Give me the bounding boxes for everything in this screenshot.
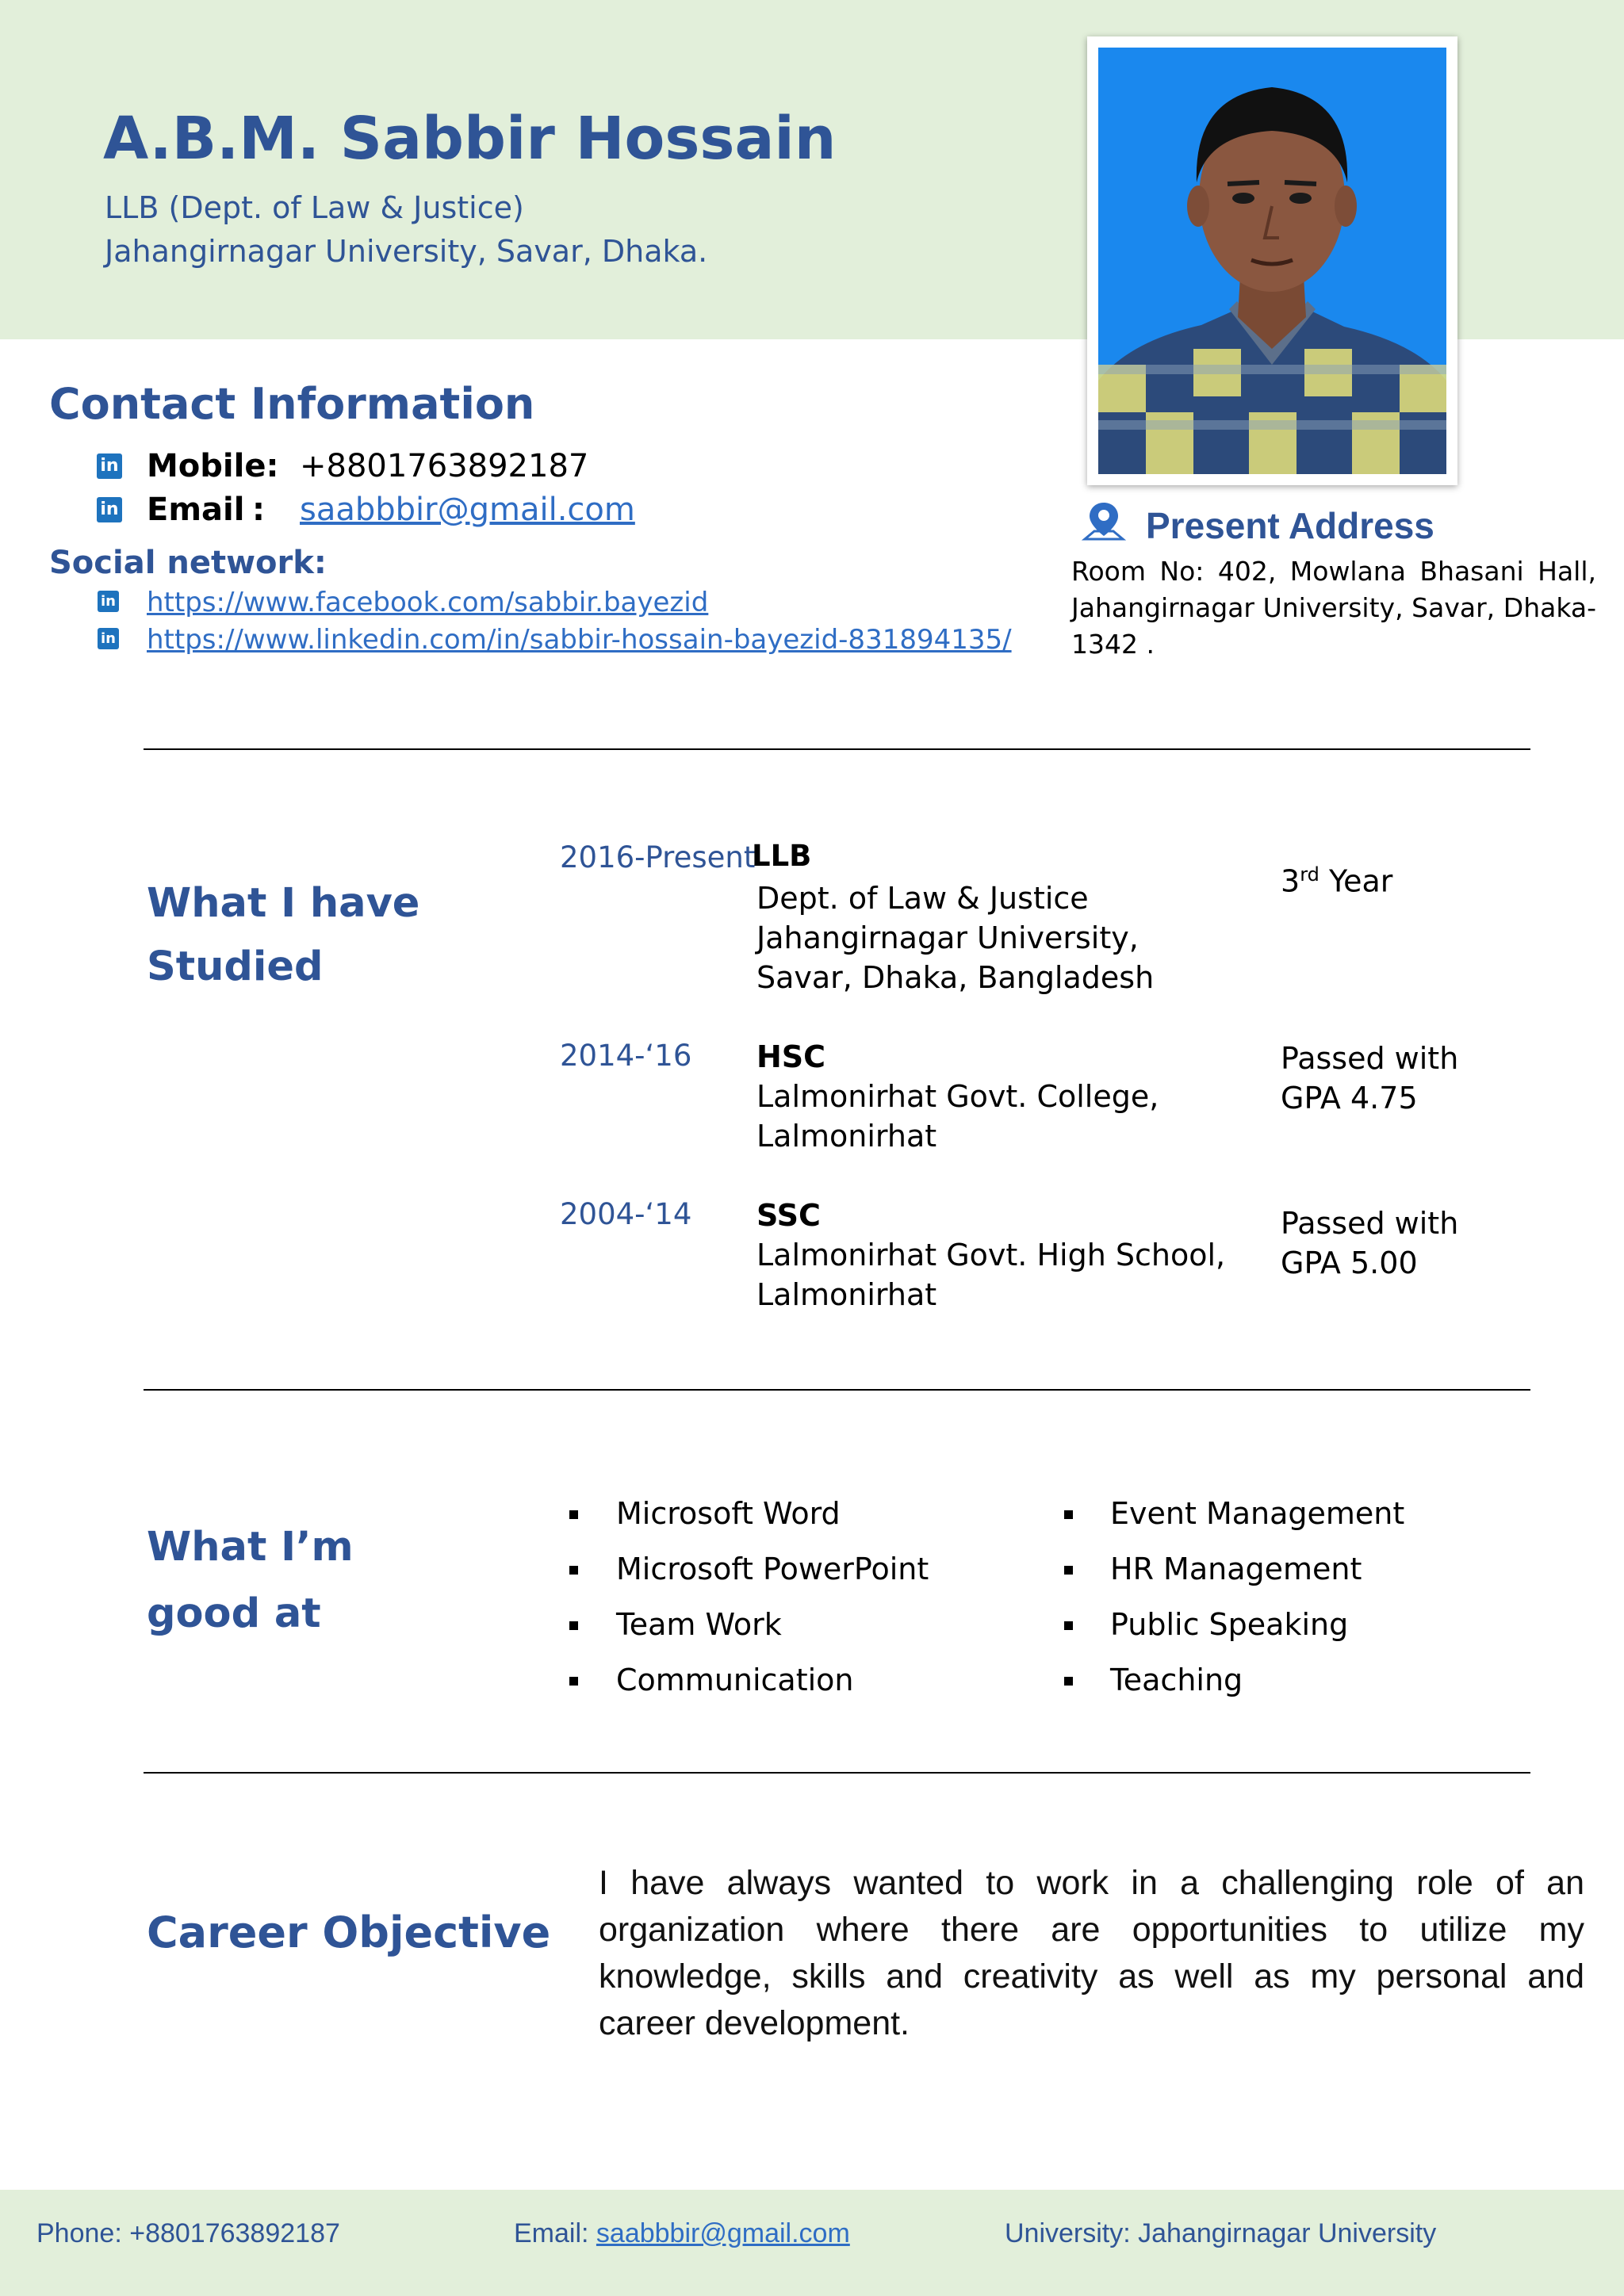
profile-photo (1098, 48, 1446, 474)
mobile-value: +8801763892187 (300, 448, 589, 484)
email-link[interactable]: saabbbir@gmail.com (300, 492, 635, 528)
education-line: Lalmonirhat Govt. College, (756, 1079, 1159, 1114)
education-result: GPA 4.75 (1281, 1081, 1418, 1115)
linkedin-icon: in (98, 628, 119, 649)
divider (144, 1389, 1530, 1391)
location-pin-icon (1080, 499, 1128, 547)
education-heading-line2: Studied (147, 943, 324, 990)
bullet (569, 1510, 578, 1519)
mobile-label: Mobile: (147, 448, 279, 484)
skills-heading-line2: good at (147, 1590, 321, 1637)
bullet (569, 1566, 578, 1575)
candidate-name: A.B.M. Sabbir Hossain (103, 105, 837, 173)
facebook-link[interactable]: https://www.facebook.com/sabbir.bayezid (147, 587, 709, 618)
education-line: Lalmonirhat (756, 1119, 937, 1154)
linkedin-icon: in (98, 591, 119, 612)
education-heading-line1: What I have (147, 880, 420, 927)
skill-item: Communication (616, 1663, 854, 1697)
education-years: 2016-Present (560, 840, 756, 874)
education-result: GPA 5.00 (1281, 1246, 1418, 1280)
social-network-heading: Social network: (49, 545, 327, 581)
skill-item: Public Speaking (1110, 1607, 1349, 1642)
footer-email-label: Email: (514, 2218, 596, 2248)
email-label: Email (147, 492, 245, 528)
skill-item: Microsoft Word (616, 1496, 841, 1531)
education-years: 2004-‘14 (560, 1197, 692, 1231)
divider (144, 1772, 1530, 1774)
bullet (569, 1621, 578, 1630)
divider (144, 748, 1530, 750)
skill-item: Team Work (616, 1607, 782, 1642)
career-objective-text: I have always wanted to work in a challenging role of an organization where there are opportunities to utilize my knowledge, skills and creativity as well as my personal and career development. (599, 1864, 1584, 2042)
footer-email (514, 2218, 850, 2249)
education-degree: HSC (756, 1039, 826, 1074)
education-result: Passed with (1281, 1041, 1459, 1076)
education-result (1281, 855, 1392, 901)
linkedin-link[interactable]: https://www.linkedin.com/in/sabbir-hossain-bayezid-831894135/ (147, 624, 1012, 656)
education-line: Savar, Dhaka, Bangladesh (756, 960, 1155, 995)
education-line: Lalmonirhat Govt. High School, (756, 1238, 1226, 1272)
education-degree: LLB (752, 839, 812, 873)
bullet (1064, 1566, 1073, 1575)
present-address-heading: Present Address (1146, 505, 1434, 546)
linkedin-icon: in (97, 497, 122, 522)
present-address-text: Room No: 402, Mowlana Bhasani Hall, Jahangirnagar University, Savar, Dhaka- 1342 . (1071, 556, 1596, 660)
education-line: Dept. of Law & Justice (756, 881, 1089, 916)
skill-item: Microsoft PowerPoint (616, 1552, 929, 1586)
education-line: Jahangirnagar University, (756, 920, 1139, 955)
degree-line: LLB (Dept. of Law & Justice) (105, 190, 524, 225)
education-result: Passed with (1281, 1206, 1459, 1241)
footer-email-link[interactable]: saabbbir@gmail.com (596, 2218, 850, 2248)
skill-item: Teaching (1110, 1663, 1243, 1697)
contact-heading: Contact Information (49, 379, 535, 429)
linkedin-icon: in (97, 453, 122, 479)
footer-university: University: Jahangirnagar University (1005, 2218, 1437, 2248)
profile-photo-frame (1087, 36, 1457, 485)
skills-heading-line1: What I’m (147, 1524, 354, 1571)
bullet (569, 1677, 578, 1686)
footer-phone: Phone: +8801763892187 (36, 2218, 340, 2248)
email-colon: : (252, 492, 265, 528)
education-years: 2014-‘16 (560, 1039, 692, 1073)
result-value: 3 (1281, 863, 1300, 899)
skill-item: HR Management (1110, 1552, 1362, 1586)
result-suffix: Year (1319, 863, 1393, 899)
result-superscript: rd (1300, 863, 1320, 886)
bullet (1064, 1510, 1073, 1519)
skill-item: Event Management (1110, 1496, 1405, 1531)
education-degree: SSC (756, 1198, 821, 1233)
career-objective-heading: Career Objective (147, 1908, 551, 1957)
university-line: Jahangirnagar University, Savar, Dhaka. (105, 234, 708, 269)
bullet (1064, 1677, 1073, 1686)
bullet (1064, 1621, 1073, 1630)
education-line: Lalmonirhat (756, 1277, 937, 1312)
